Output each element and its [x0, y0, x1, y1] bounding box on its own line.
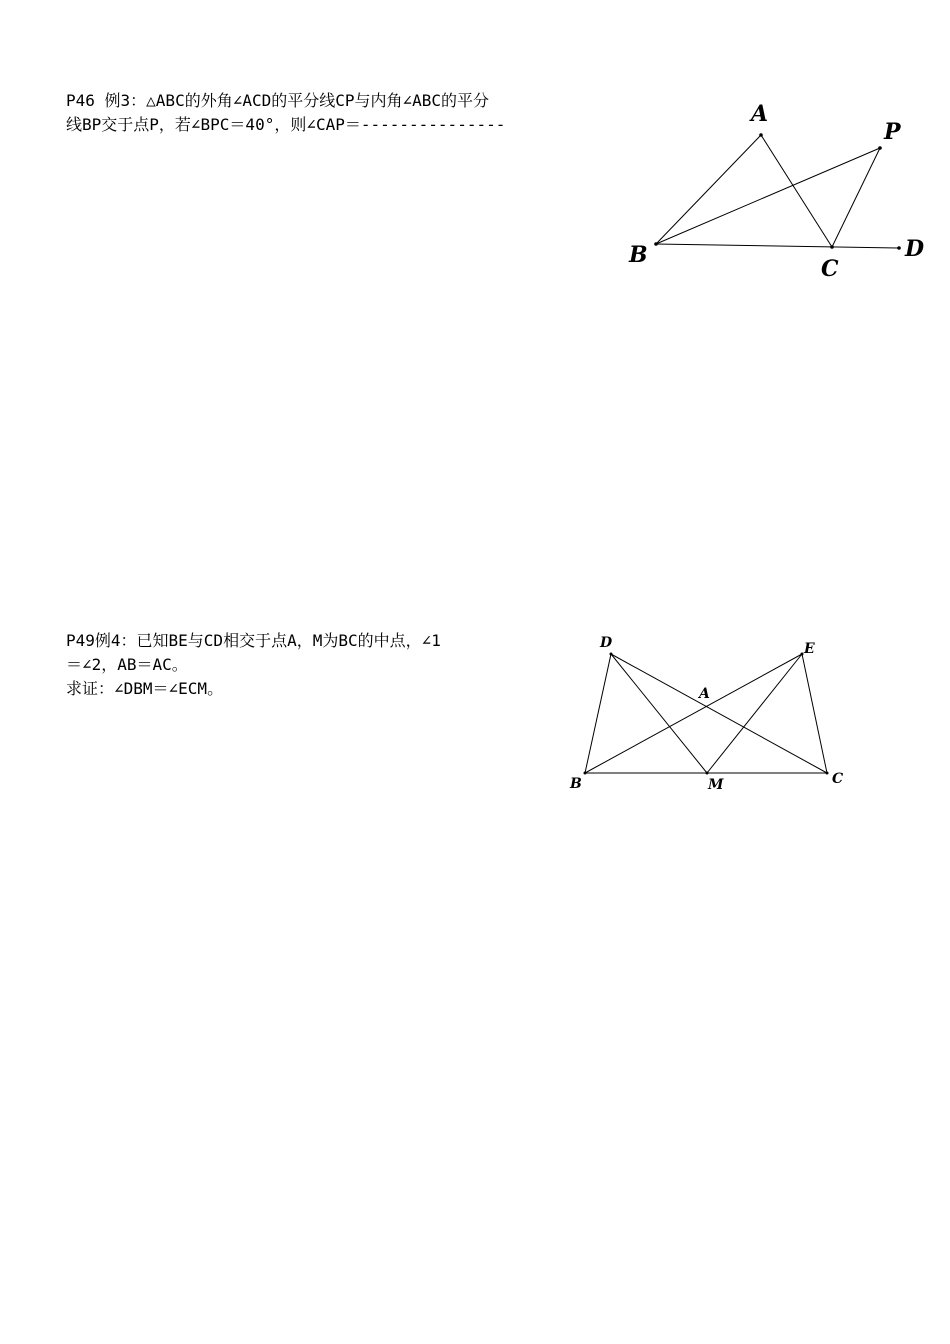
figure-2 [569, 635, 843, 793]
label-b: B [570, 776, 582, 792]
point-b [584, 772, 587, 775]
label-d: D [905, 236, 925, 262]
segment-bd [656, 244, 899, 248]
problem-1-line-1: P46 例3：△ABC的外角∠ACD的平分线CP与内角∠ABC的平分 [66, 91, 490, 110]
point-d [897, 246, 901, 250]
problem-2-line-2: ＝∠2，AB＝AC。 [66, 655, 188, 674]
figure-1 [628, 101, 924, 282]
segment-ba [656, 135, 761, 244]
segment-bd [585, 654, 611, 773]
label-a: A [751, 101, 769, 127]
problem-2-line-1: P49例4：已知BE与CD相交于点A，M为BC的中点，∠1 [66, 631, 441, 650]
label-d: D [600, 635, 613, 651]
segment-ac [761, 135, 832, 247]
problem-1-line-2: 线BP交于点P，若∠BPC＝40°，则∠CAP＝--------------- [66, 115, 506, 134]
segment-em [707, 654, 802, 773]
label-c: C [832, 771, 844, 787]
problem-2-line-3: 求证：∠DBM＝∠ECM。 [66, 679, 224, 698]
label-m: M [708, 777, 724, 793]
point-c [830, 245, 834, 249]
point-c [826, 772, 829, 775]
point-m [706, 772, 709, 775]
segment-cp [832, 148, 880, 247]
label-c: C [821, 256, 839, 282]
label-a: A [699, 686, 710, 702]
point-a [759, 133, 763, 137]
label-e: E [804, 641, 815, 657]
label-p: P [884, 119, 901, 145]
point-b [654, 242, 658, 246]
point-d [610, 653, 613, 656]
point-p [878, 146, 882, 150]
segment-ec [802, 654, 827, 773]
segment-bp [656, 148, 880, 244]
label-b: B [629, 242, 648, 268]
segment-be [585, 654, 802, 773]
segment-dc [611, 654, 827, 773]
problem-2-text [66, 629, 441, 701]
